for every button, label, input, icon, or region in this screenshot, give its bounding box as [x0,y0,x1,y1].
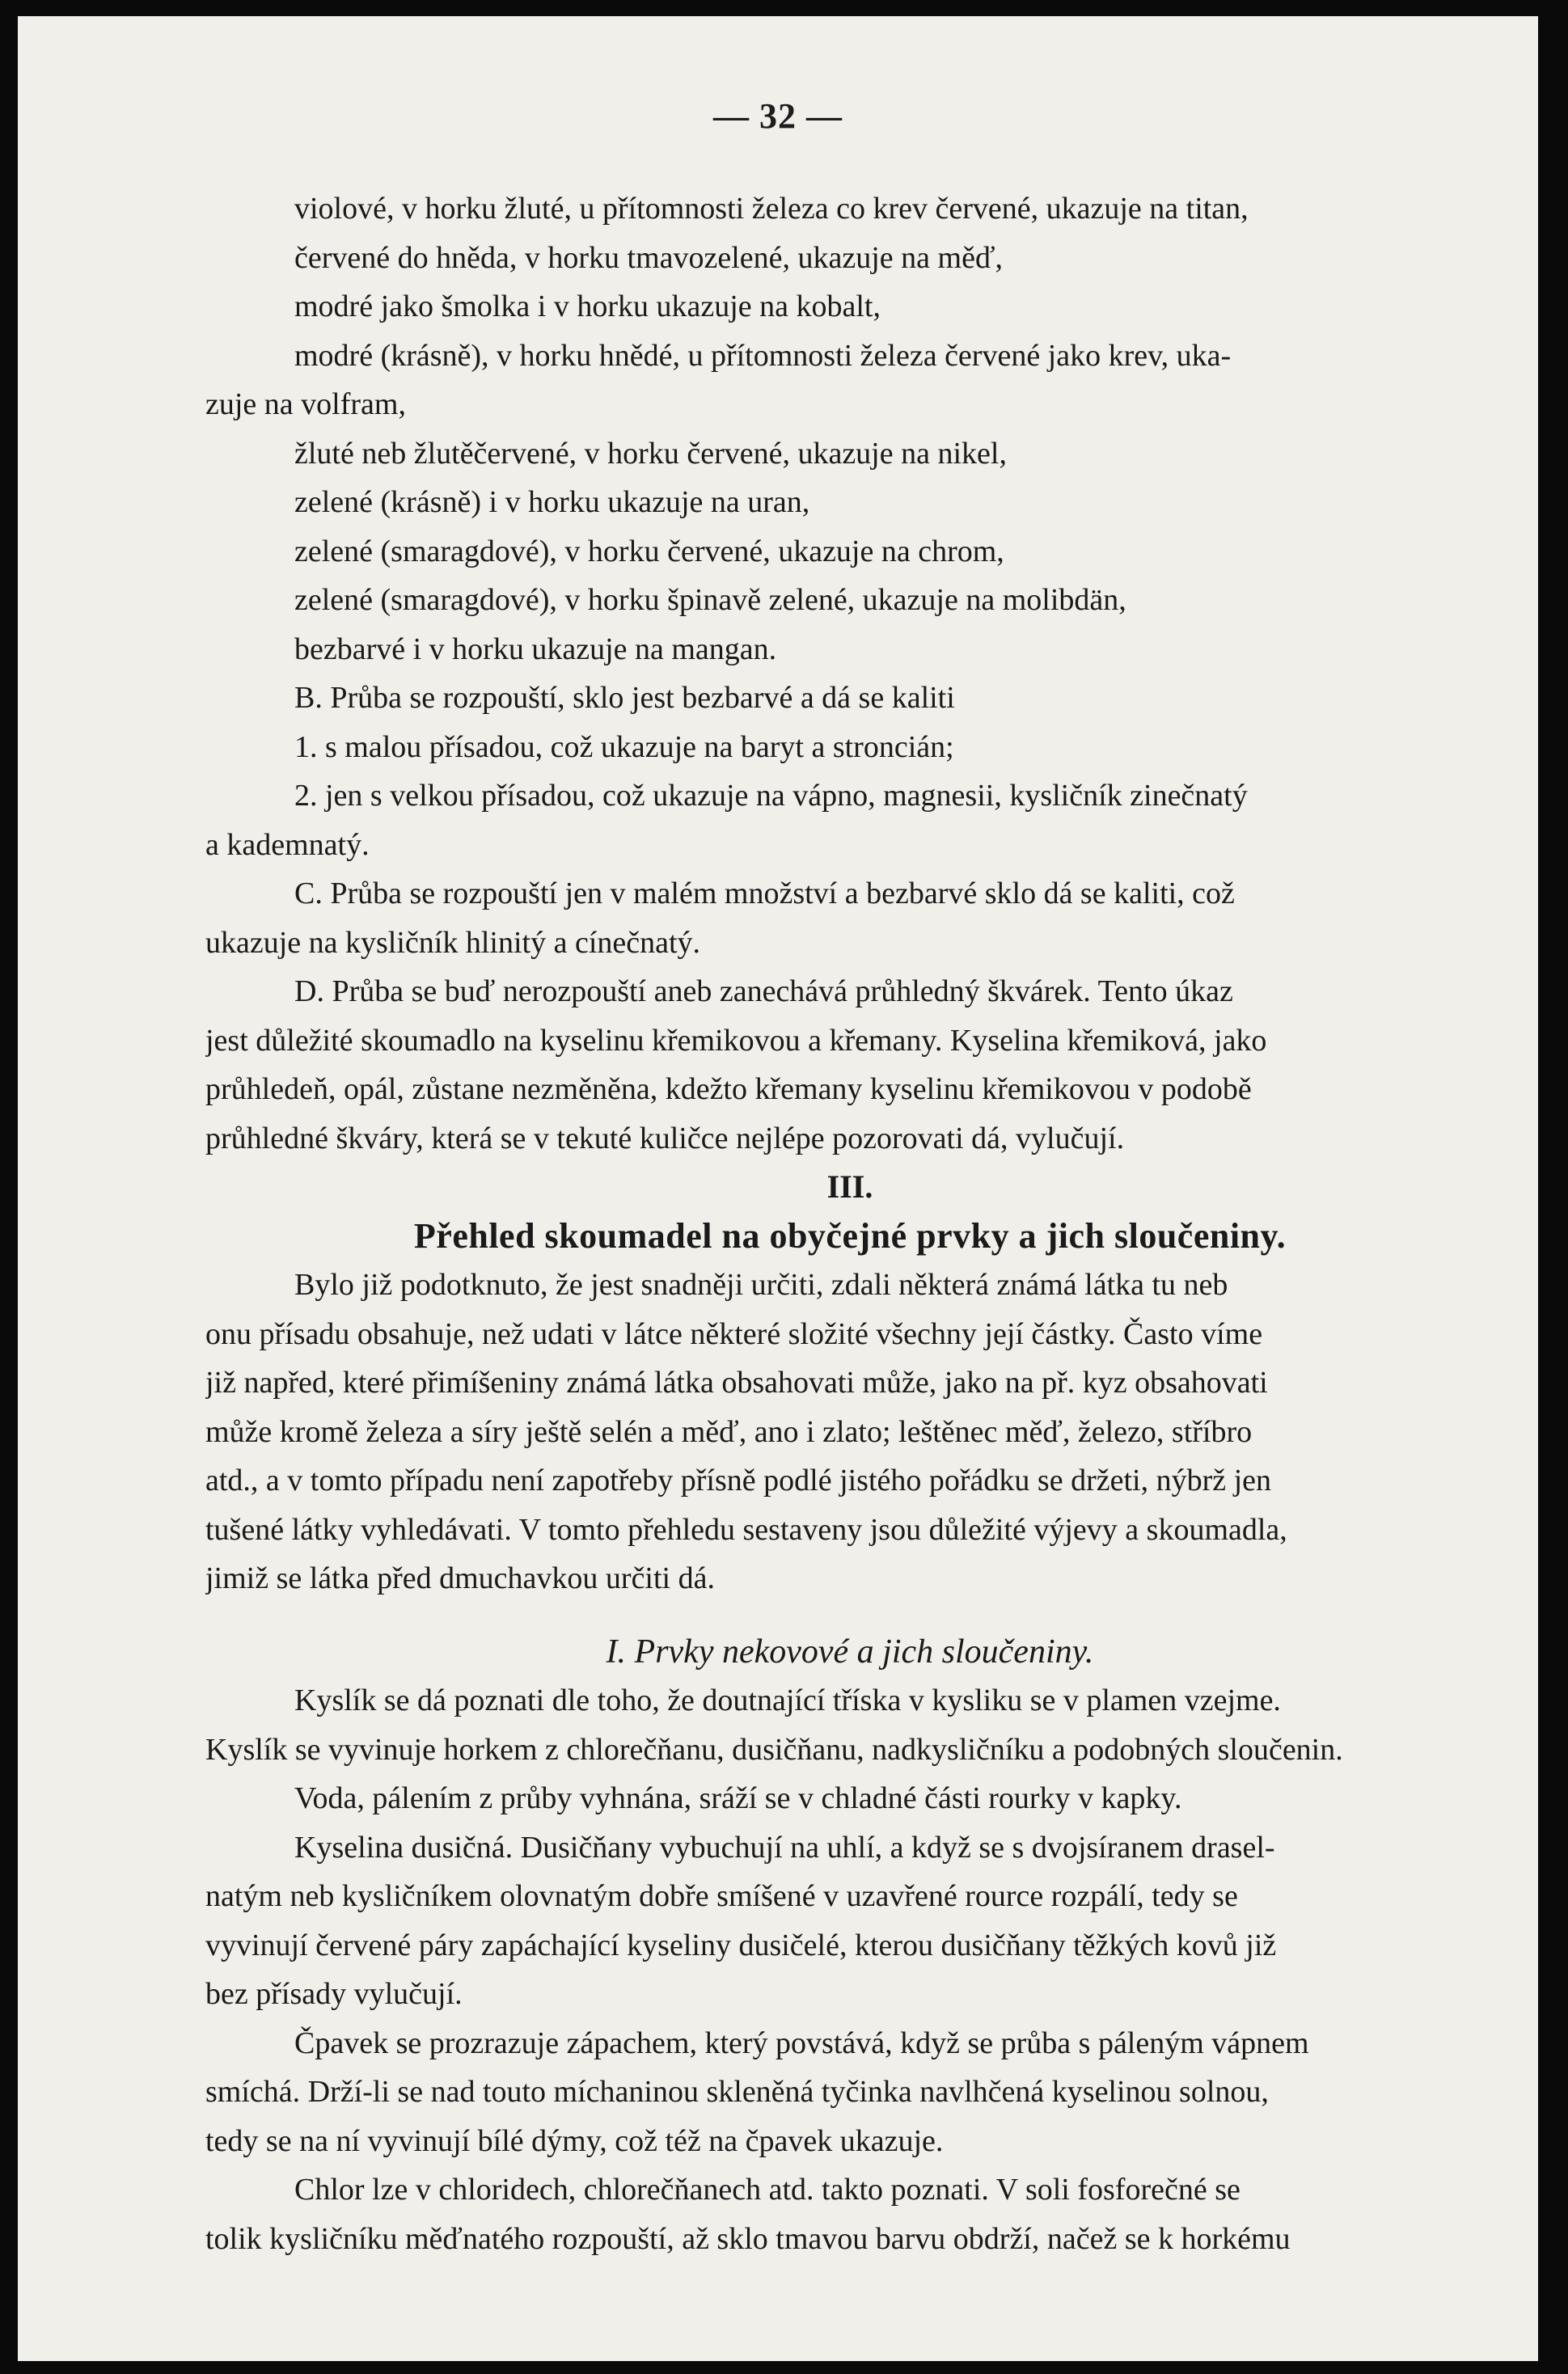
text-line: atd., a v tomto případu není zapotřeby přísně podlé jistého pořádku se držeti, nýbrž jen [205,1464,1272,1497]
text-line: Čpavek se prozrazuje zápachem, který povstává, když se průba s páleným vápnem [294,2026,1309,2060]
text-line: Kyselina dusičná. Dusičňany vybuchují na uhlí, a když se s dvojsíranem drasel- [294,1830,1275,1865]
text-line: bezbarvé i v horku ukazuje na mangan. [294,632,777,666]
text-line: jimiž se látka před dmuchavkou určiti dá. [205,1561,715,1595]
text-line: Bylo již podotknuto, že jest snadněji určiti, zdali některá známá látka tu neb [294,1268,1228,1302]
section-heading: Přehled skoumadel na obyčejné prvky a jich sloučeniny. [413,1215,1287,1256]
text-line: 1. s malou přísadou, což ukazuje na baryt a stroncián; [294,729,954,764]
text-line: violové, v horku žluté, u přítomnosti železa co krev červené, ukazuje na titan, [294,192,1249,226]
text-line: Kyslík se vyvinuje horkem z chlorečňanu, dusičňanu, nadkysličníku a podobných sloučenin. [205,1732,1343,1767]
text-line: a kademnatý. [205,827,370,862]
text-line: onu přísadu obsahuje, než udati v látce některé složité všechny její částky. Často víme [205,1316,1263,1351]
text-line: může kromě železa a síry ještě selén a měď, ano i zlato; leštěnec měď, železo, stříbro [205,1414,1253,1449]
text-line: ukazuje na kysličník hlinitý a cínečnatý. [205,925,701,960]
text-line: jest důležité skoumadlo na kyselinu křemikovou a křemany. Kyselina křemiková, jako [205,1023,1267,1058]
text-line: 2. jen s velkou přísadou, což ukazuje na vápno, magnesii, kysličník zinečnatý [294,779,1248,813]
text-line: zelené (smaragdové), v horku špinavě zelené, ukazuje na molibdän, [294,583,1126,617]
text-line: B. Průba se rozpouští, sklo jest bezbarvé a dá se kaliti [294,681,955,715]
page-number: — 32 — [713,96,843,136]
text-line: vyvinují červené páry zapáchající kyseliny dusičelé, kterou dusičňany těžkých kovů již [205,1928,1277,1962]
text-line: již napřed, které přimíšeniny známá látka obsahovati může, jako na př. kyz obsahovati [205,1366,1268,1400]
text-line: tušené látky vyhledávati. V tomto přehledu sestaveny jsou důležité výjevy a skoumadla, [205,1512,1287,1547]
text-line: C. Průba se rozpouští jen v malém množství a bezbarvé sklo dá se kaliti, což [294,877,1235,910]
text-line: zelené (smaragdové), v horku červené, ukazuje na chrom, [294,534,1004,568]
text-line: bez přísady vylučují. [205,1977,463,2011]
text-line: tedy se na ní vyvinují bílé dýmy, což též na čpavek ukazuje. [205,2123,944,2158]
text-line [205,1603,1494,1628]
text-line: Kyslík se dá poznati dle toho, že doutnající tříska v kysliku se v plamen vzejme. [294,1683,1281,1717]
text-line: tolik kysličníku měďnatého rozpouští, až sklo tmavou barvu obdrží, načež se k horkému [205,2221,1291,2256]
body-text [205,184,1494,2263]
text-line: žluté neb žlutěčervené, v horku červené, ukazuje na nikel, [294,436,1007,471]
document-page [18,16,1538,2361]
text-line: průhledné škváry, která se v tekuté kuličce nejlépe pozorovati dá, vylučují. [205,1121,1125,1155]
section-number: III. [826,1168,873,1205]
text-line: průhledeň, opál, zůstane nezměněna, kdežto křemany kyselinu křemikovou v podobě [205,1072,1252,1106]
subsection-heading: I. Prvky nekovové a jich sloučeniny. [606,1633,1094,1671]
text-line: zelené (krásně) i v horku ukazuje na uran, [294,485,810,519]
text-line: modré jako šmolka i v horku ukazuje na kobalt, [294,289,881,323]
text-line: modré (krásně), v horku hnědé, u přítomnosti železa červené jako krev, uka- [294,338,1232,373]
text-line: D. Průba se buď nerozpouští aneb zanechává průhledný škvárek. Tento úkaz [294,974,1233,1008]
text-line: Voda, pálením z průby vyhnána, sráží se v chladné části rourky v kapky. [294,1781,1182,1815]
text-line: zuje na volfram, [205,387,406,421]
text-line: natým neb kysličníkem olovnatým dobře smíšené v uzavřené rource rozpálí, tedy se [205,1879,1238,1913]
text-line: smíchá. Drží-li se nad touto míchaninou skleněná tyčinka navlhčená kyselinou solnou, [205,2075,1269,2109]
text-line: červené do hněda, v horku tmavozelené, ukazuje na měď, [294,240,1004,275]
text-line: Chlor lze v chloridech, chlorečňanech atd. takto poznati. V soli fosforečné se [294,2173,1240,2207]
